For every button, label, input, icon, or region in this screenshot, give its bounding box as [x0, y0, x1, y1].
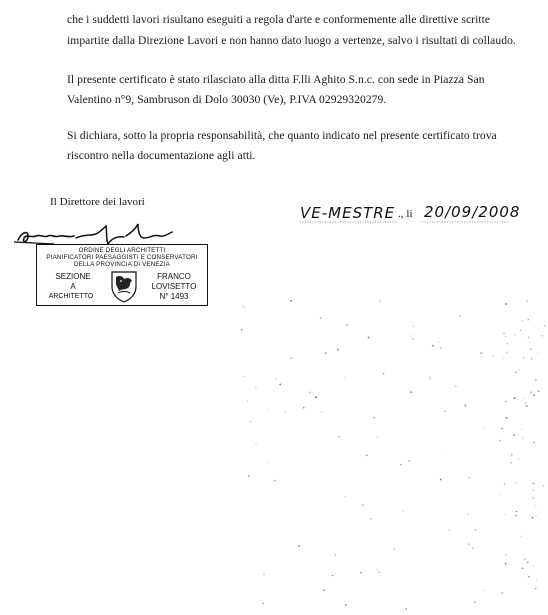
paragraph-3-line-1: Si dichiara, sotto la propria responsabilità, che quanto indicato nel presente certificato trova [67, 129, 497, 142]
stamp-last-name: LOVISETTO [151, 282, 197, 291]
paragraph-2-line-1: Il presente certificato è stato rilasciato alla ditta F.lli Aghito S.n.c. con sede in Piazza San [67, 73, 485, 86]
paragraph-3-line-2: riscontro nella documentazione agli atti. [67, 149, 256, 162]
stamp-first-name: FRANCO [157, 272, 191, 281]
place-suffix: ., li [398, 208, 413, 220]
director-label: Il Direttore dei lavori [50, 196, 145, 208]
stamp-order-line-3: DELLA PROVINCIA DI VENEZIA [74, 261, 170, 268]
date-handwritten: 20/09/2008 [424, 203, 521, 221]
architect-stamp [36, 244, 208, 306]
stamp-role: ARCHITETTO [48, 293, 94, 300]
stamp-number: N° 1493 [159, 292, 189, 301]
stamp-order-line-2: PIANIFICATORI PAESAGGISTI E CONSERVATORI [46, 254, 198, 261]
stamp-section-value: A [70, 282, 76, 291]
paragraph-1-line-2: impartite dalla Direzione Lavori e non hanno dato luogo a vertenze, salvo i risultati di collaudo. [67, 34, 516, 47]
stamp-order-line-1: ORDINE DEGLI ARCHITETTI [78, 247, 166, 254]
paragraph-1-line-1: che i suddetti lavori risultano eseguiti a regola d'arte e conformemente alle direttive scritte [67, 13, 491, 26]
lion-emblem-icon [109, 269, 139, 303]
paragraph-2-line-2: Valentino n°9, Sambruson di Dolo 30030 (Ve), P.IVA 02929320279. [67, 93, 387, 106]
place-handwritten: VE-MESTRE [300, 204, 396, 222]
stamp-section-label: SEZIONE [55, 272, 91, 281]
